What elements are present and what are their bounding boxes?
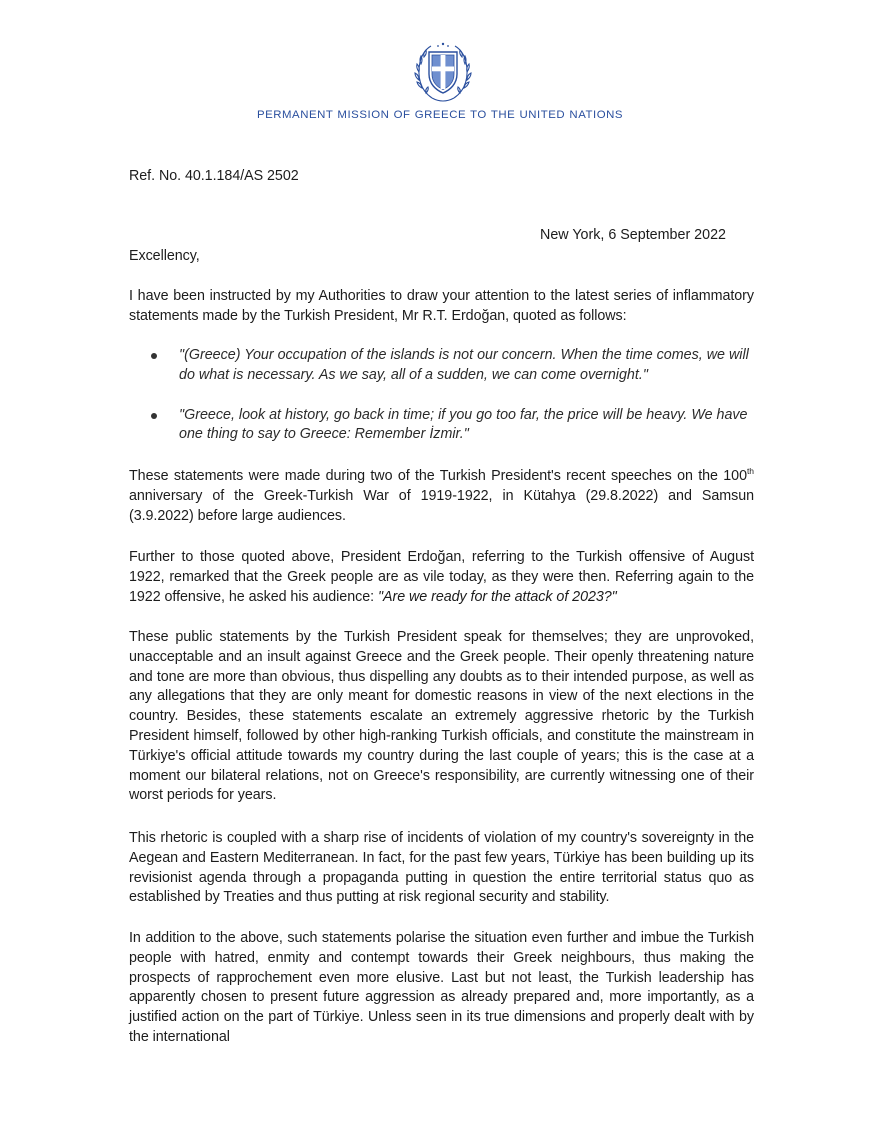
statements-paragraph: These public statements by the Turkish President speak for themselves; they are unprovoked, unacceptable and an insult against Greece and the Greek people. Their openly threatening nature and tone are more than obvious, thus dispelling any doubts as to their intended purpose, as well as any allegations that they are only meant for domestic reasons in view of the next elections in the country. Besides, these statements escalate an extremely aggressive rhetoric by the Turkish President himself, followed by other high-ranking Turkish officials, and constitute the mainstream in Türkiye's official attitude towards my country during the last couple of years; this is the case at a moment our bilateral relations, not on Greece's responsibility, are currently witnessing one of their worst periods for years. [129,629,754,804]
offensive-paragraph [129,548,754,607]
mission-name: PERMANENT MISSION OF GREECE TO THE UNITED NATIONS [256,109,624,121]
speeches-text-start: These statements were made during two of the Turkish President's recent speeches on the 100 [129,468,747,484]
speeches-paragraph [129,467,754,526]
offensive-text: Further to those quoted above, President Erdoğan, referring to the Turkish offensive of August 1922, remarked that the Greek people are as vile today, as they were then. Referring again to the 1922 offensive, he asked his audience: [129,549,754,605]
quote-text: "Greece, look at history, go back in time; if you go too far, the price will be heavy. We have one thing to say to Greece: Remember İzmir." [179,406,748,443]
intro-paragraph: I have been instructed by my Authorities to draw your attention to the latest series of inflammatory statements made by the Turkish President, Mr R.T. Erdoğan, quoted as follows: [129,288,754,324]
attack-quote: "Are we ready for the attack of 2023?" [377,588,617,605]
rhetoric-paragraph: This rhetoric is coupled with a sharp rise of incidents of violation of my country's sovereignty in the Aegean and Eastern Mediterranean. In fact, for the past few years, Türkiye has been building up its revisionist agenda through a propaganda putting in question the entire territorial status quo as established by Treaties and thus putting at risk regional security and stability. [129,830,754,906]
bullet-icon [151,353,157,359]
quote-list [151,346,755,465]
polarisation-paragraph: In addition to the above, such statements polarise the situation even further and imbue the Turkish people with hatred, enmity and contempt towards their Greek neighbours, thus making the prospects of rapprochement even more elusive. Last but not least, the Turkish leadership has apparently chosen to present future aggression as already prepared and, more importantly, as a justified action on the part of Türkiye. Unless seen in its true dimensions and properly dealt with by the international [129,930,754,1045]
speeches-text-end: anniversary of the Greek-Turkish War of 1919-1922, in Kütahya (29.8.2022) and Samsun (3.9.2022) before large audiences. [129,487,754,524]
list-item [151,346,755,386]
reference-number: Ref. No. 40.1.184/AS 2502 [129,168,299,184]
greek-coat-of-arms-icon [414,38,472,104]
place-date: New York, 6 September 2022 [540,227,726,243]
bullet-icon [151,413,157,419]
salutation: Excellency, [129,248,200,264]
ordinal-suffix: th [747,466,754,476]
quote-text: "(Greece) Your occupation of the islands is not our concern. When the time comes, we will do what is necessary. As we say, all of a sudden, we can come overnight." [179,347,749,383]
list-item [151,406,755,446]
